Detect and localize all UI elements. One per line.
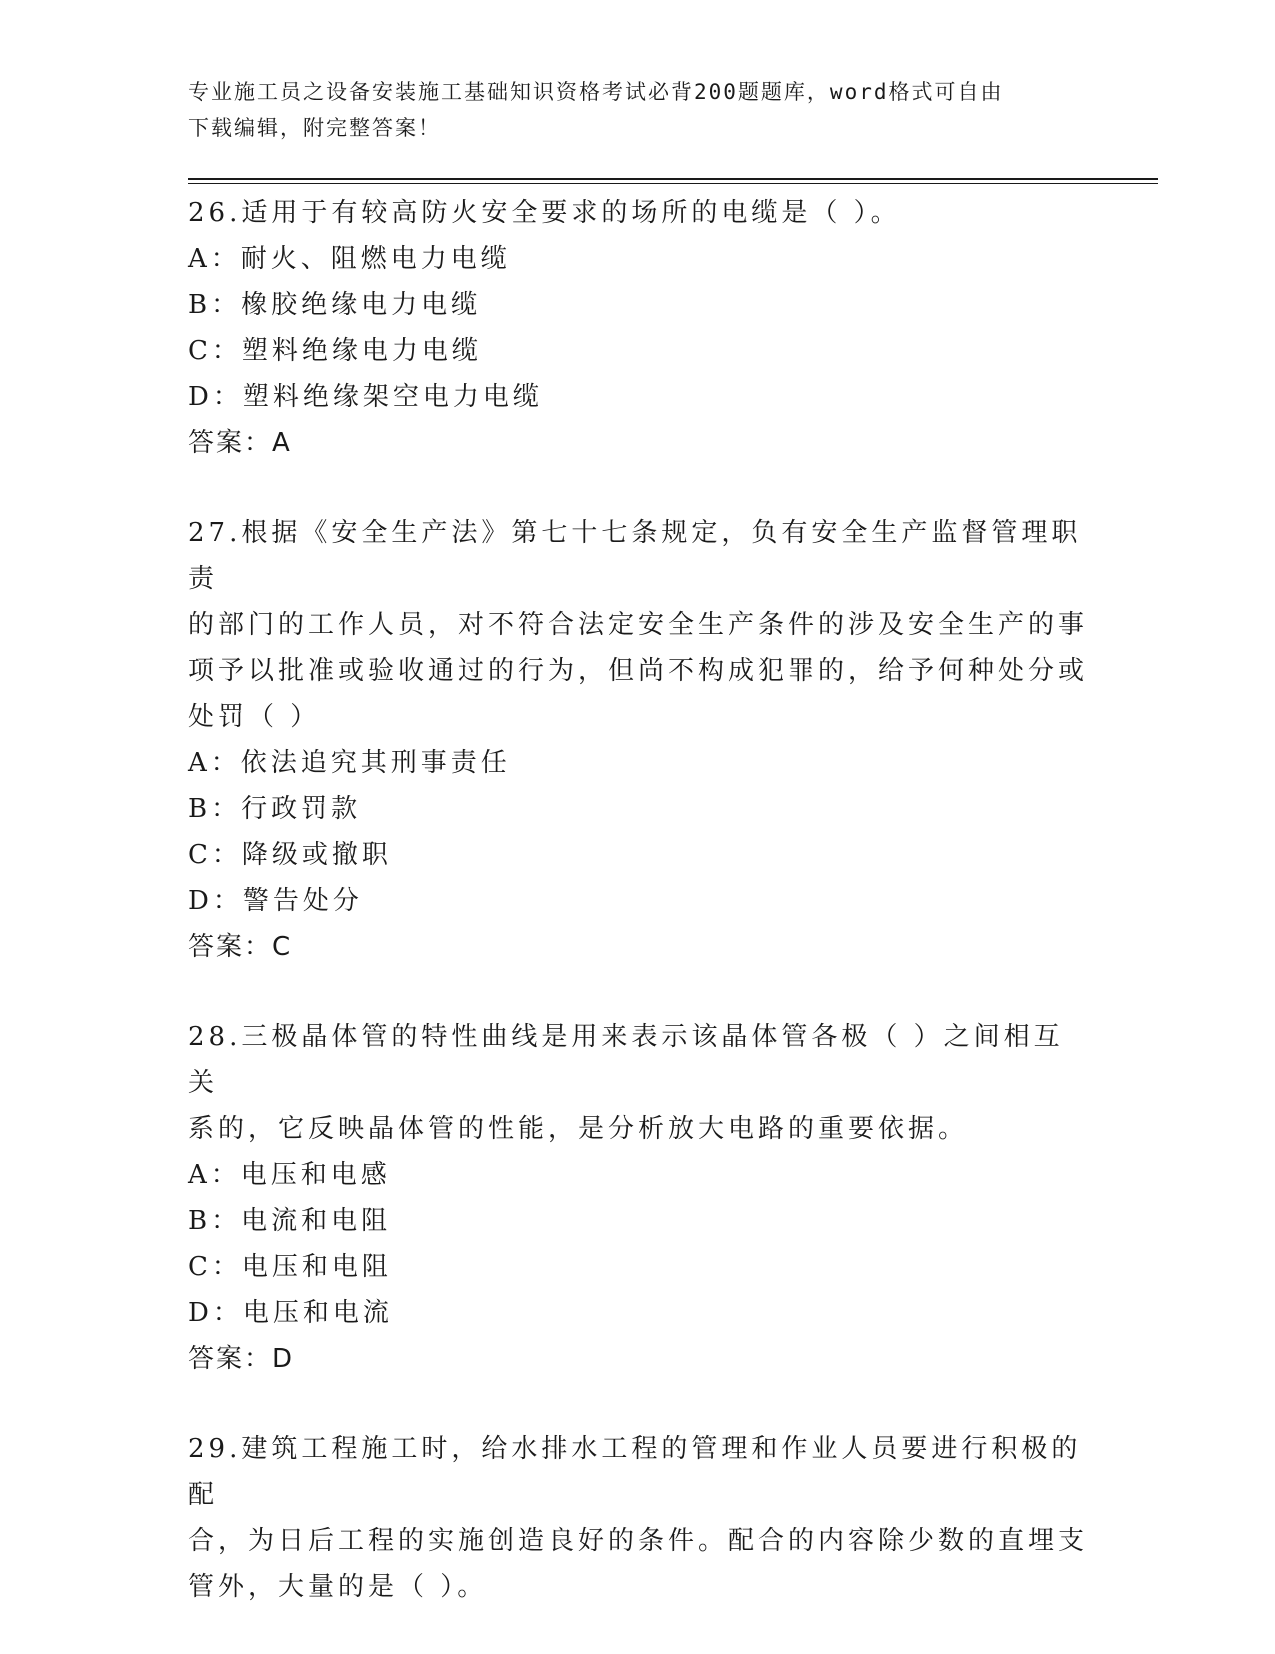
question-28 (188, 1014, 1088, 1382)
answer-line: 答案：D (188, 1344, 295, 1374)
option-b: B：行政罚款 (188, 794, 362, 824)
header-line-2: 下载编辑，附完整答案！ (188, 116, 441, 140)
option-b: B：橡胶绝缘电力电缆 (188, 290, 482, 320)
answer-line: 答案：C (188, 932, 293, 962)
question-list (188, 190, 1088, 1654)
question-stem-line: 处罚（ ） (188, 702, 321, 732)
option-d: D：警告处分 (188, 886, 363, 916)
question-stem: 26.适用于有较高防火安全要求的场所的电缆是（ ）。 (188, 198, 901, 228)
question-stem-line: 管外，大量的是（ ）。 (188, 1572, 488, 1602)
answer-line: 答案：A (188, 428, 292, 458)
option-d: D：塑料绝缘架空电力电缆 (188, 382, 543, 412)
question-stem-line: 29.建筑工程施工时，给水排水工程的管理和作业人员要进行积极的配 (188, 1434, 1082, 1510)
option-a: A：电压和电感 (188, 1160, 391, 1190)
question-stem-line: 项予以批准或验收通过的行为，但尚不构成犯罪的，给予何种处分或 (188, 656, 1089, 686)
option-d: D：电压和电流 (188, 1298, 393, 1328)
option-c: C：塑料绝缘电力电缆 (188, 336, 482, 366)
option-b: B：电流和电阻 (188, 1206, 392, 1236)
header-divider (188, 178, 1158, 184)
option-a: A：依法追究其刑事责任 (188, 748, 511, 778)
option-c: C：降级或撤职 (188, 840, 392, 870)
question-26 (188, 190, 1088, 466)
question-stem-line: 合，为日后工程的实施创造良好的条件。配合的内容除少数的直埋支 (188, 1526, 1089, 1556)
question-stem-line: 的部门的工作人员，对不符合法定安全生产条件的涉及安全生产的事 (188, 610, 1089, 640)
question-29 (188, 1426, 1088, 1610)
header-line-1: 专业施工员之设备安装施工基础知识资格考试必背200题题库，word格式可自由 (188, 80, 1004, 104)
document-header (188, 74, 1068, 146)
question-27 (188, 510, 1088, 970)
question-stem-line: 27.根据《安全生产法》第七十七条规定，负有安全生产监督管理职责 (188, 518, 1082, 594)
question-stem-line: 28.三极晶体管的特性曲线是用来表示该晶体管各极（ ）之间相互关 (188, 1022, 1064, 1098)
option-c: C：电压和电阻 (188, 1252, 392, 1282)
option-a: A：耐火、阻燃电力电缆 (188, 244, 511, 274)
question-stem-line: 系的，它反映晶体管的性能，是分析放大电路的重要依据。 (188, 1114, 969, 1144)
